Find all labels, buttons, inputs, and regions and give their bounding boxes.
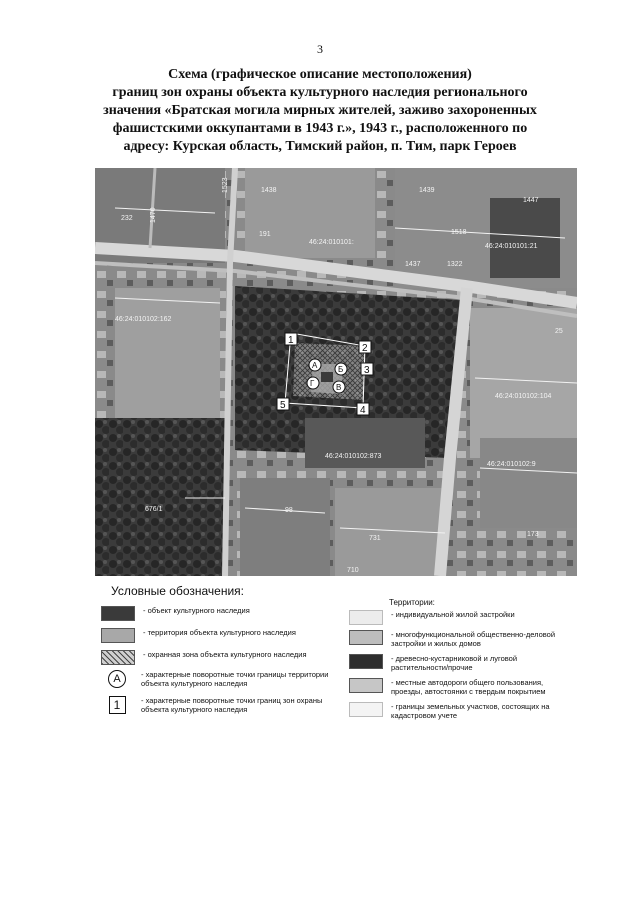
parcel-label: 46:24:010102:162 — [115, 316, 172, 323]
aerial-map — [95, 168, 577, 576]
territory-point-g — [307, 377, 319, 389]
map-canvas — [95, 168, 577, 576]
territory-point-label: Б — [338, 365, 344, 374]
parcel-label: 46:24:010102:873 — [325, 453, 382, 460]
zone-point-symbol — [101, 696, 133, 714]
zone-point-label: 4 — [360, 405, 366, 416]
legend-title: Условные обозначения: — [111, 584, 244, 598]
parcel-label: 1437 — [405, 261, 421, 268]
parcel-label: 676/1 — [145, 506, 163, 513]
legend-item-roads — [349, 678, 577, 696]
parcel-label: 1523 — [222, 177, 229, 193]
legend-item-cadastral-boundaries — [349, 702, 577, 720]
parcel-label: 1447 — [523, 197, 539, 204]
legend-item-label: - охранная зона объекта культурного наследия — [143, 650, 307, 659]
legend-item-heritage-territory — [101, 628, 371, 643]
parcel-label: 46:24:010101:21 — [485, 243, 538, 250]
document-title — [60, 66, 580, 156]
title-line: значения «Братская могила мирных жителей, заживо захороненных — [103, 103, 537, 118]
legend-item-individual-housing — [349, 610, 577, 625]
zone-point-5 — [277, 398, 289, 411]
legend-item-zone-points — [101, 696, 371, 714]
parcel-label: 46:24:010102:9 — [487, 461, 536, 468]
parcel-label: 1470 — [150, 207, 157, 223]
title-line: фашистскими оккупантами в 1943 г.», 1943 г., расположенного по — [112, 121, 528, 136]
parcel-label: 710 — [347, 567, 359, 574]
territory-point-v — [333, 381, 345, 393]
individual-housing-swatch — [349, 610, 383, 625]
parcel-label: 1518 — [451, 229, 467, 236]
title-line: границ зон охраны объекта культурного наследия регионального — [112, 85, 528, 100]
title-line: Схема (графическое описание местоположения) — [168, 67, 472, 82]
territory-point-b — [335, 363, 347, 375]
zone-point-label: 2 — [362, 343, 368, 354]
legend-item-label: - границы земельных участков, состоящих на кадастровом учете — [391, 702, 550, 720]
legend-item-label: - характерные поворотные точки границы территории объекта культурного наследия — [141, 670, 329, 688]
territory-point-symbol — [101, 670, 133, 688]
legend-item-vegetation — [349, 654, 577, 672]
heritage-territory-swatch — [101, 628, 135, 643]
parcel-label: 173 — [527, 531, 539, 538]
cadastral-boundaries-swatch — [349, 702, 383, 717]
parcel-label: 232 — [121, 215, 133, 222]
zone-point-label: 3 — [364, 365, 370, 376]
parcel-label: 191 — [259, 231, 271, 238]
parcel-label: 1439 — [419, 187, 435, 194]
zone-point-4 — [357, 403, 369, 416]
protection-zone-swatch — [101, 650, 135, 665]
parcel-label: 46:24:010102:104 — [495, 393, 552, 400]
zone-point-label: 5 — [280, 400, 286, 411]
legend-item-label: - древесно-кустарниковой и луговой растительности/прочие — [391, 654, 518, 672]
legend-item-label: - местные автодороги общего пользования, проезды, автостоянки с твердым покрытием — [391, 678, 546, 696]
legend-item-territory-points — [101, 670, 371, 688]
parcel-label: 731 — [369, 535, 381, 542]
zone-point-2 — [359, 341, 371, 354]
title-line: адресу: Курская область, Тимский район, п. Тим, парк Героев — [123, 139, 517, 154]
parcel-label: 1322 — [447, 261, 463, 268]
zone-point-1 — [285, 333, 297, 346]
legend-item-label: - индивидуальной жилой застройки — [391, 610, 515, 619]
page-number: 3 — [317, 42, 323, 56]
circle-letter-icon: А — [108, 670, 126, 688]
roads-swatch — [349, 678, 383, 693]
legend-item-label: - характерные поворотные точки границ зон охраны объекта культурного наследия — [141, 696, 323, 714]
territory-point-a — [309, 359, 321, 371]
heritage-object-swatch — [101, 606, 135, 621]
parcel-label: 1438 — [261, 187, 277, 194]
zone-point-label: 1 — [288, 335, 294, 346]
parcel-label: 46:24:010101: — [309, 239, 354, 246]
legend-item-protection-zone — [101, 650, 371, 665]
multifunctional-swatch — [349, 630, 383, 645]
legend-item-multifunctional — [349, 630, 577, 648]
territory-point-label: В — [336, 383, 342, 392]
parcel-label: 98 — [285, 507, 293, 514]
territory-point-label: А — [312, 361, 318, 370]
legend-item-label: - территория объекта культурного наследия — [143, 628, 296, 637]
numbered-box-icon: 1 — [109, 696, 126, 714]
map-legend — [95, 584, 577, 734]
legend-item-heritage-object — [101, 606, 371, 621]
legend-item-label: - многофункциональной общественно-деловой застройки и жилых домов — [391, 630, 556, 648]
zone-point-3 — [361, 363, 373, 376]
legend-item-label: - объект культурного наследия — [143, 606, 250, 615]
territory-point-label: Г — [310, 379, 315, 388]
vegetation-swatch — [349, 654, 383, 669]
territories-title: Территории: — [389, 598, 435, 607]
parcel-label: 25 — [555, 328, 563, 335]
